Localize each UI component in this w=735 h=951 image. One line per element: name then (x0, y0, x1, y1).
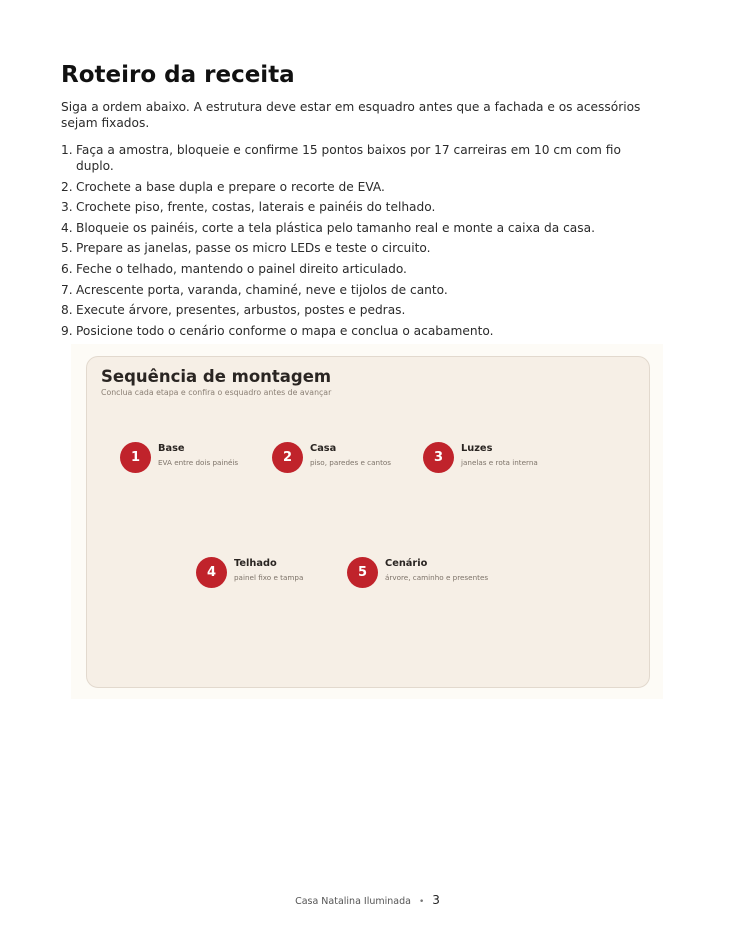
list-item-text: Crochete piso, frente, costas, laterais e painéis do telhado. (76, 200, 436, 215)
list-item-text: Prepare as janelas, passe os micro LEDs e teste o circuito. (76, 241, 431, 256)
list-item (61, 261, 661, 277)
list-item-number: 3. (61, 200, 73, 215)
stage-number-badge: 1 (120, 442, 151, 473)
intro-paragraph: Siga a ordem abaixo. A estrutura deve estar em esquadro antes que a fachada e os acessórios sejam fixados. (61, 100, 641, 130)
footer-label: Casa Natalina Iluminada (295, 896, 411, 907)
list-item-text: Feche o telhado, mantendo o painel direito articulado. (76, 261, 407, 276)
stage-number-badge: 4 (196, 557, 227, 588)
list-item-text: Faça a amostra, bloqueie e confirme 15 pontos baixos por 17 carreiras em 10 cm com fio duplo. (76, 143, 621, 173)
list-item-number: 9. (61, 323, 73, 338)
list-item (61, 220, 661, 236)
assembly-sequence-figure (71, 344, 663, 699)
list-item-number: 2. (61, 179, 73, 194)
stage-description: árvore, caminho e presentes (385, 573, 489, 582)
list-item-number: 4. (61, 220, 73, 235)
list-item (61, 323, 661, 339)
list-item-text: Acrescente porta, varanda, chaminé, neve e tijolos de canto. (76, 282, 448, 297)
footer-separator: • (418, 897, 425, 907)
list-item (61, 282, 661, 298)
assembly-sequence-card (86, 356, 650, 688)
list-item-text: Bloqueie os painéis, corte a tela plástica pelo tamanho real e monte a caixa da casa. (76, 220, 595, 235)
stage-description: piso, paredes e cantos (310, 458, 392, 467)
steps-list (61, 142, 661, 343)
stage-telhado (196, 557, 346, 589)
list-item (61, 142, 661, 174)
stage-name: Telhado (234, 558, 277, 569)
stage-base (120, 442, 270, 474)
stage-name: Casa (310, 443, 337, 454)
list-item-text: Crochete a base dupla e prepare o recorte de EVA. (76, 179, 385, 194)
stage-description: EVA entre dois painéis (158, 458, 239, 467)
diagram-title: Sequência de montagem (101, 367, 332, 386)
stage-casa (272, 442, 422, 474)
list-item (61, 179, 661, 195)
list-item (61, 302, 661, 318)
list-item-number: 6. (61, 261, 73, 276)
list-item (61, 240, 661, 256)
list-item-text: Posicione todo o cenário conforme o mapa e conclua o acabamento. (76, 323, 494, 338)
stage-cenario (347, 557, 497, 589)
stage-luzes (423, 442, 573, 474)
list-item (61, 199, 661, 215)
list-item-number: 7. (61, 282, 73, 297)
list-item-text: Execute árvore, presentes, arbustos, postes e pedras. (76, 303, 406, 318)
list-item-number: 5. (61, 241, 73, 256)
stage-number-badge: 3 (423, 442, 454, 473)
list-item-number: 1. (61, 143, 73, 157)
stage-description: janelas e rota interna (461, 458, 538, 467)
page-title: Roteiro da receita (61, 62, 295, 88)
stage-description: painel fixo e tampa (234, 573, 304, 582)
page-footer (0, 893, 735, 909)
list-item-number: 8. (61, 303, 73, 318)
diagram-subtitle: Conclua cada etapa e confira o esquadro antes de avançar (101, 388, 332, 397)
stage-name: Cenário (385, 558, 428, 569)
page-number: 3 (432, 893, 440, 907)
stage-name: Base (158, 443, 185, 454)
stage-number-badge: 5 (347, 557, 378, 588)
stage-number-badge: 2 (272, 442, 303, 473)
stage-name: Luzes (461, 443, 493, 454)
